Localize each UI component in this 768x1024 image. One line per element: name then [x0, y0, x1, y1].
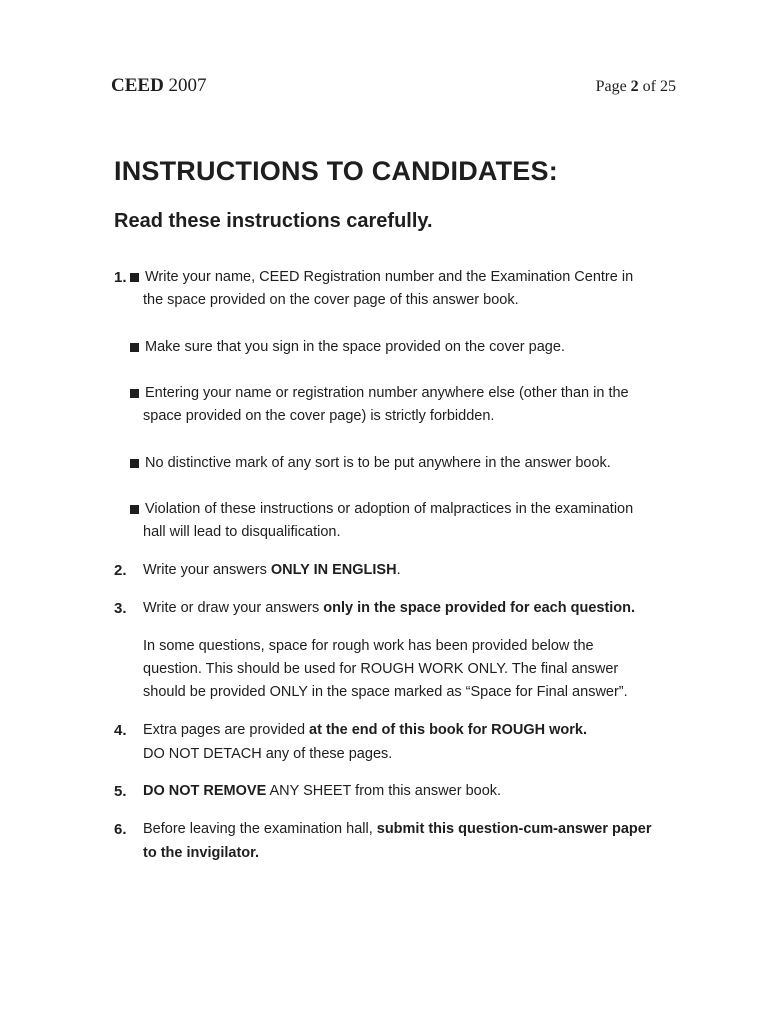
item-text-plain: Before leaving the examination hall,: [143, 821, 377, 837]
item-text: [143, 559, 673, 583]
exam-brand: CEED: [111, 75, 164, 96]
sub-bullet-text: hall will lead to disqualification.: [143, 524, 341, 540]
page-subtitle: Read these instructions carefully.: [114, 210, 433, 232]
square-bullet-icon: [130, 505, 139, 514]
sub-bullet-text: No distinctive mark of any sort is to be put anywhere in the answer book.: [145, 455, 611, 471]
exam-year: 2007: [168, 75, 207, 96]
sub-bullet-text: Entering your name or registration number anywhere else (other than in the: [145, 385, 629, 401]
page-current: 2: [630, 78, 639, 95]
page-prefix: Page: [595, 78, 627, 95]
square-bullet-icon: [130, 343, 139, 352]
sub-bullet-text: space provided on the cover page) is strictly forbidden.: [143, 408, 495, 424]
sub-bullet-text: Violation of these instructions or adoption of malpractices in the examination: [145, 501, 634, 517]
item-number: 2.: [114, 562, 127, 579]
item-text-bold: ONLY IN ENGLISH: [270, 562, 397, 578]
item-number: 3.: [114, 600, 127, 617]
item-text-bold: only in the space provided for each question.: [323, 600, 636, 616]
item-text-bold: submit this question-cum-answer paper: [376, 821, 652, 837]
item-text: [143, 597, 673, 621]
item-text-plain: ANY SHEET from this answer book.: [266, 783, 502, 799]
square-bullet-icon: [130, 459, 139, 468]
item-text-plain: Write or draw your answers: [143, 600, 324, 616]
page-title: INSTRUCTIONS TO CANDIDATES:: [114, 156, 558, 186]
item-text-plain: Write your answers: [143, 562, 271, 578]
item-number: 5.: [114, 783, 127, 800]
item-text-line: the space provided on the cover page of this answer book.: [143, 292, 519, 308]
item-text-bold: DO NOT REMOVE: [143, 783, 267, 799]
item-text-bold: at the end of this book for ROUGH work.: [309, 722, 587, 738]
item-text: [143, 818, 673, 865]
item-text-line2: DO NOT DETACH any of these pages.: [143, 745, 393, 762]
note-line: should be provided ONLY in the space marked as “Space for Final answer”.: [143, 684, 628, 700]
exam-header: [111, 74, 207, 98]
item-number: 6.: [114, 821, 127, 838]
item-text: [143, 780, 673, 804]
note-line: question. This should be used for ROUGH WORK ONLY. The final answer: [143, 661, 619, 677]
item-text-bold-line2: to the invigilator.: [143, 844, 260, 861]
item-text-line: Write your name, CEED Registration number and the Examination Centre in: [145, 269, 634, 285]
item-number: 1.: [114, 269, 127, 286]
page-indicator: [596, 76, 676, 98]
square-bullet-icon: [130, 389, 139, 398]
sub-bullet-text: Make sure that you sign in the space provided on the cover page.: [145, 339, 565, 355]
item-number: 4.: [114, 722, 127, 739]
item-text: [143, 719, 673, 766]
page-total: of 25: [642, 78, 676, 95]
item-text-end: .: [396, 562, 401, 578]
note-line: In some questions, space for rough work has been provided below the: [143, 638, 594, 654]
item-text-plain: Extra pages are provided: [143, 722, 310, 738]
square-bullet-icon: [130, 273, 139, 282]
